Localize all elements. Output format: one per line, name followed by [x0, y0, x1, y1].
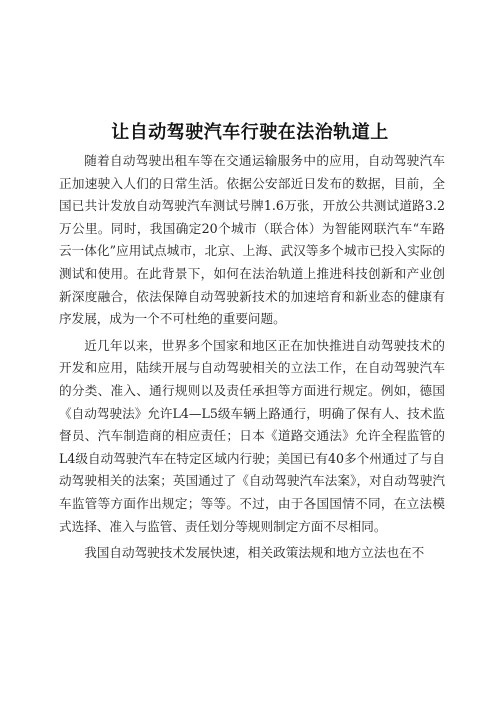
paragraph-1: 随着自动驾驶出租车等在交通运输服务中的应用，自动驾驶汽车正加速驶入人们的日常生活。依据公安部近日发布的数据，目前，全国已共计发放自动驾驶汽车测试号牌1.6万张，开放公共测试道路3.2万公里。同时，我国确定20个城市（联合体）为智能网联汽车“车路云一体化”应用试点城市，北京、上海、武汉等多个城市已投入实际的测试和使用。在此背景下，如何在法治轨道上推进科技创新和产业创新深度融合，依法保障自动驾驶新技术的加速培育和新业态的健康有序发展，成为一个不可杜绝的重要问题。 [59, 153, 445, 327]
paragraph-3: 我国自动驾驶技术发展快速，相关政策法规和地方立法也在不 [84, 545, 425, 561]
paragraph-2: 近几年以来，世界多个国家和地区正在加快推进自动驾驶技术的开发和应用，陆续开展与自动驾驶相关的立法工作，在自动驾驶汽车的分类、准入、通行规则以及责任承担等方面进行规定。例如，德国《自动驾驶法》允许L4—L5级车辆上路通行，明确了保有人、技术监督员、汽车制造商的相应责任；日本《道路交通法》允许全程监管的L4级自动驾驶汽车在特定区域内行驶；美国已有40多个州通过了与自动驾驶相关的法案；英国通过了《自动驾驶汽车法案》，对自动驾驶汽车监管等方面作出规定；等等。不过，由于各国国情不同，在立法模式选择、准入与监管、责任划分等规则制定方面不尽相同。 [59, 337, 445, 534]
document-body [59, 150, 445, 569]
document-title: 让自动驾驶汽车行驶在法治轨道上 [111, 122, 389, 143]
